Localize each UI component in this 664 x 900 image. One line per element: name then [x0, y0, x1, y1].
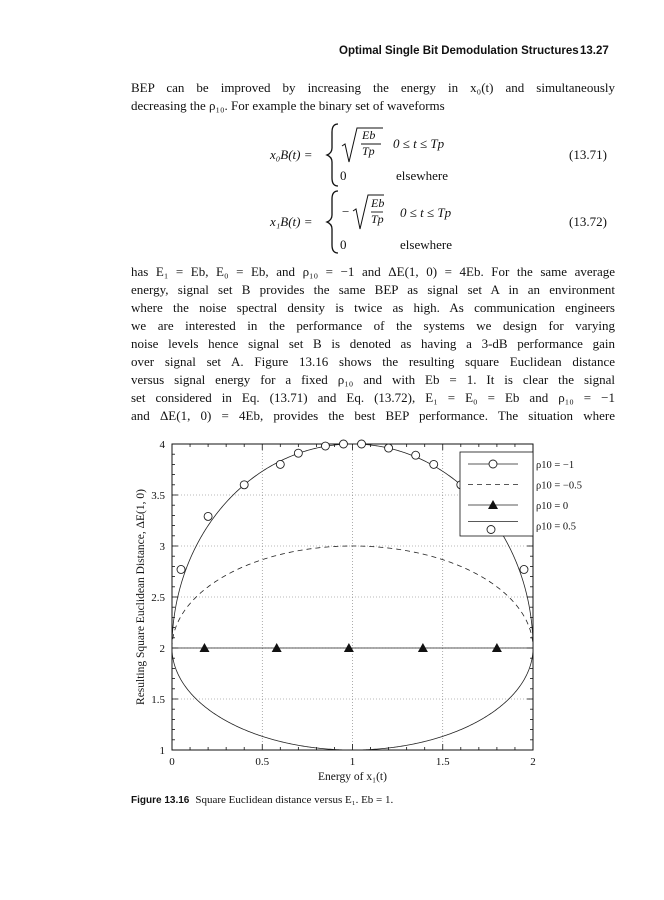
text-line: set considered in Eq. (13.71) and Eq. (13.72), E₁ = E₀ = Eb and ρ₁₀ = −1: [131, 390, 615, 405]
equation-condition: 0 ≤ t ≤ Tp: [393, 136, 445, 151]
y-axis-label: Resulting Square Euclidean Distance, ΔE(1, 0): [135, 489, 147, 705]
legend-label: ρ10 = 0.5: [536, 521, 577, 533]
x-tick-label: 1: [349, 756, 356, 768]
text-line: energy, signal set B provides the same BEP as signal set A in an environment: [131, 282, 615, 297]
y-tick-label: 2: [159, 643, 165, 655]
data-point: [385, 444, 393, 452]
equation-sign: −: [342, 204, 350, 219]
data-point: [321, 442, 329, 450]
fraction-numerator: Eb: [362, 128, 376, 142]
text-line: noise levels hence signal set B is denoted as having a 3-dB performance gain: [131, 336, 615, 351]
data-point: [412, 451, 420, 459]
data-point: [430, 460, 438, 468]
text-line: where the noise spectral density is twice as high. As communication engineers: [131, 300, 615, 315]
data-point: [339, 440, 347, 448]
y-tick-label: 3.5: [151, 490, 165, 502]
data-point: [344, 643, 354, 652]
y-tick-label: 1.5: [151, 694, 165, 706]
x-tick-label: 0.5: [255, 756, 270, 768]
page-number: 13.27: [580, 45, 609, 57]
data-point: [294, 449, 302, 457]
equation-lhs: x₀B(t) =: [270, 147, 313, 162]
fraction-denominator: Tp: [362, 144, 375, 158]
equation-condition: elsewhere: [396, 168, 448, 183]
fraction-denominator: Tp: [371, 212, 384, 226]
x-tick-label: 2: [530, 756, 536, 768]
data-point: [204, 512, 212, 520]
equation-condition: 0 ≤ t ≤ Tp: [400, 205, 452, 220]
x-axis-label: Energy of x₁(t): [318, 771, 387, 783]
equation-number: (13.72): [569, 214, 607, 229]
text-line: over signal set A. Figure 13.16 shows the resulting square Euclidean distance: [131, 354, 615, 369]
data-point: [520, 565, 528, 573]
caption-text: Square Euclidean distance versus E₁. Eb = 1.: [195, 794, 394, 806]
data-point: [418, 643, 428, 652]
equation-case-value: 0: [340, 237, 347, 252]
legend-label: ρ10 = −0.5: [536, 480, 582, 492]
text-line: we are interested in the performance of the systems we design for varying: [131, 318, 615, 333]
data-point: [177, 565, 185, 573]
data-point: [199, 643, 209, 652]
data-point: [358, 440, 366, 448]
equation-lhs: x₁B(t) =: [270, 214, 313, 229]
figure-caption: [131, 794, 393, 806]
text-line: versus signal energy for a fixed ρ₁₀ and with Eb = 1. It is clear the signal: [131, 372, 615, 387]
data-point: [492, 643, 502, 652]
text-line: BEP can be improved by increasing the energy in x₀(t) and simultaneously: [131, 80, 615, 95]
text-line: has E₁ = Eb, E₀ = Eb, and ρ₁₀ = −1 and ΔE(1, 0) = 4Eb. For the same average: [131, 264, 615, 279]
legend-label: ρ10 = 0: [536, 501, 569, 512]
x-tick-label: 0: [169, 756, 175, 768]
running-title: Optimal Single Bit Demodulation Structures: [339, 45, 579, 57]
x-tick-label: 1.5: [435, 756, 450, 768]
equation-case-value: 0: [340, 168, 347, 183]
legend-marker: [489, 460, 497, 468]
y-tick-label: 4: [159, 439, 165, 451]
data-point: [240, 481, 248, 489]
data-point: [272, 643, 282, 652]
equation-number: (13.71): [569, 147, 607, 162]
y-tick-label: 3: [159, 541, 165, 553]
legend-label: ρ10 = −1: [536, 460, 575, 471]
y-tick-label: 1: [159, 745, 165, 757]
caption-label: Figure 13.16: [131, 795, 190, 806]
fraction-numerator: Eb: [371, 196, 385, 210]
text-line: decreasing the ρ₁₀. For example the binary set of waveforms: [131, 98, 445, 113]
y-tick-label: 2.5: [151, 592, 165, 604]
text-line: and ΔE(1, 0) = 4Eb, provides the best BEP performance. The situation where: [131, 408, 615, 423]
data-point: [276, 460, 284, 468]
legend-marker: [487, 526, 495, 534]
equation-condition: elsewhere: [400, 237, 452, 252]
